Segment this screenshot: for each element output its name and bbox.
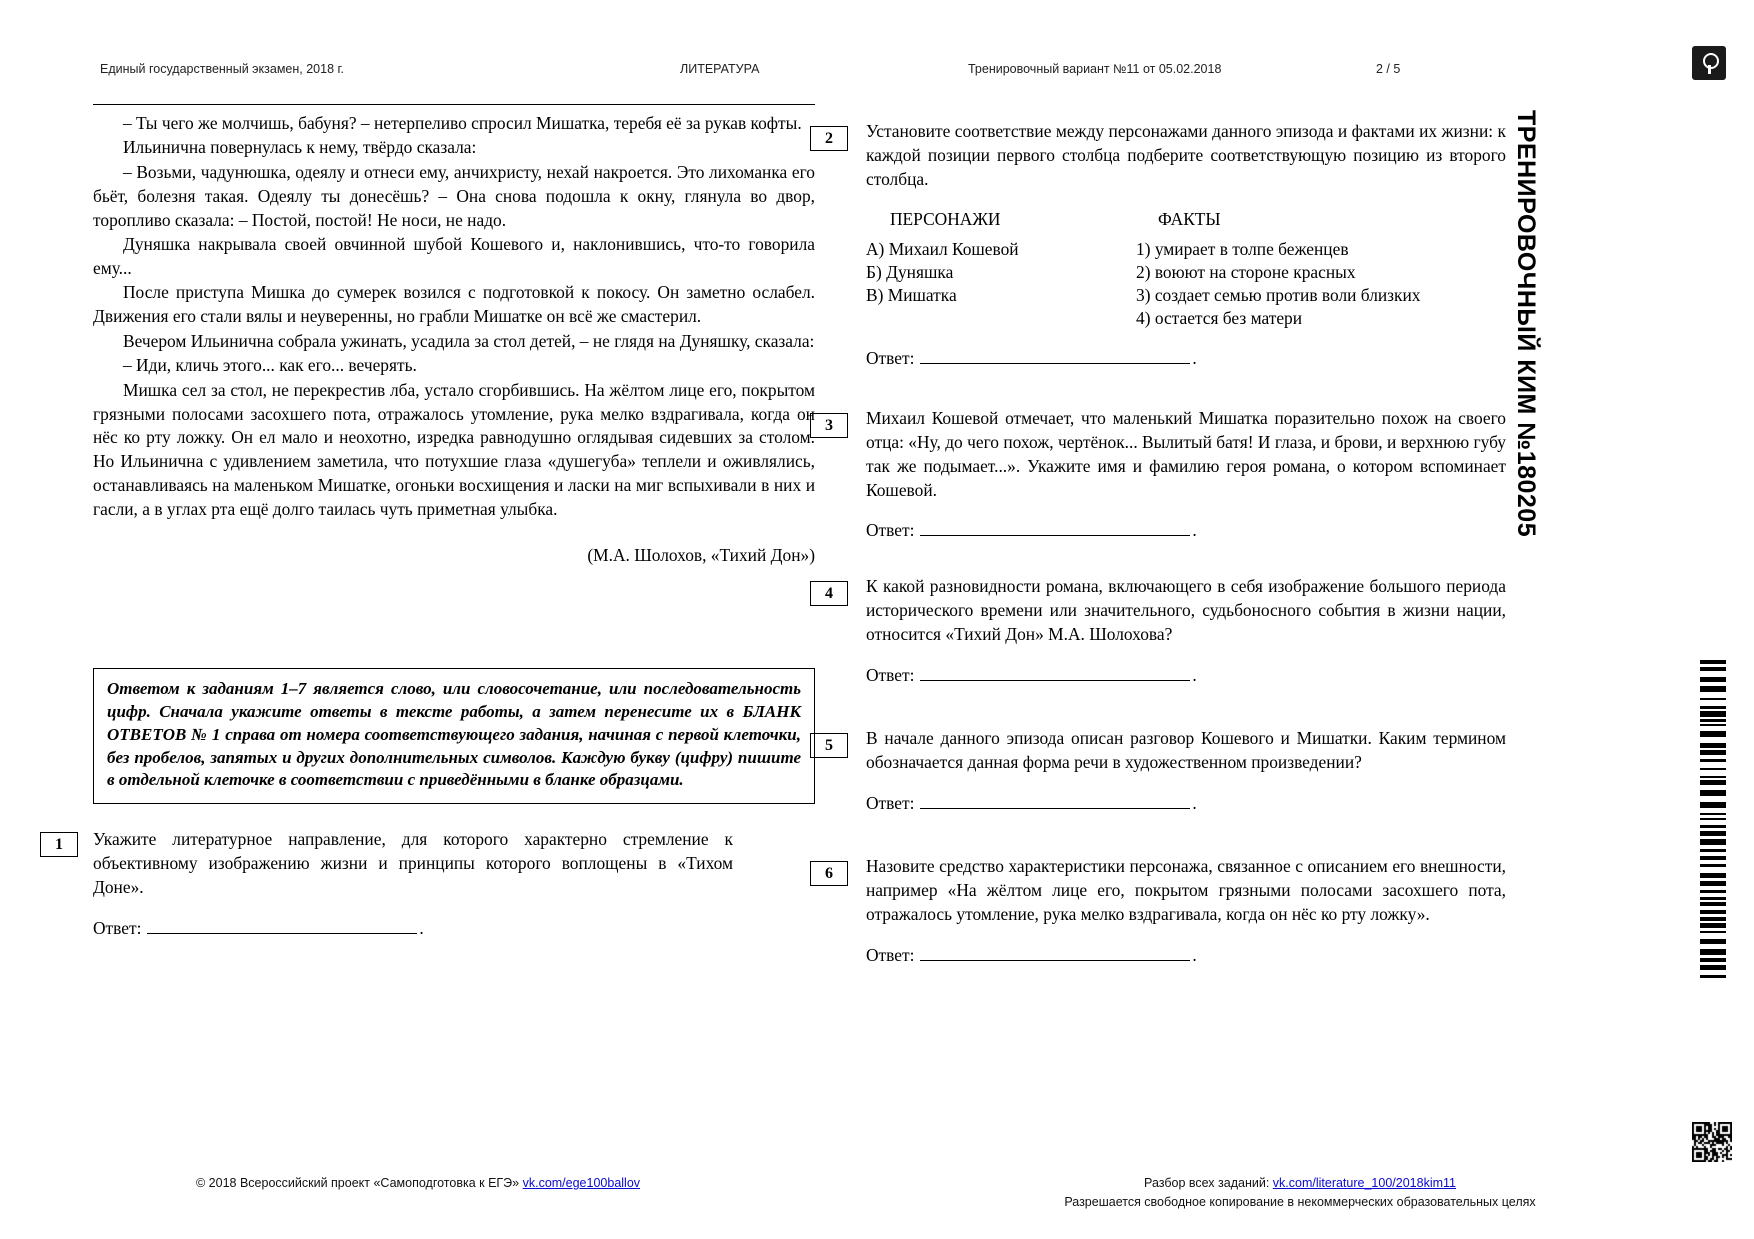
answer-blank[interactable]	[147, 919, 417, 934]
answer-line-1: Ответ: .	[93, 917, 424, 938]
matching-header-right: ФАКТЫ	[1158, 208, 1221, 229]
qr-code	[1692, 1122, 1732, 1162]
footer-right	[1020, 1174, 1580, 1212]
passage-attribution: (М.А. Шолохов, «Тихий Дон»)	[587, 545, 815, 566]
task-number-1: 1	[40, 832, 78, 857]
answer-label: Ответ:	[866, 944, 915, 965]
header-exam-title: Единый государственный экзамен, 2018 г.	[100, 62, 345, 76]
answer-line-5: Ответ: .	[866, 792, 1197, 813]
matching-left-item: В) Мишатка	[866, 285, 957, 306]
passage-paragraph: – Возьми, чадунюшка, одеялу и отнеси ему, анчихристу, нехай накроется. Это лихоманка его бьёт, болезня такая. Одеялу ты донесёшь? – Она снова подошла к окну, глянула во двор, торопливо сказала: – Постой, постой! Не носи, не надо.	[93, 161, 815, 230]
side-title: ТРЕНИРОВОЧНЫЙ КИМ №180205	[1512, 110, 1540, 538]
task-number-4: 4	[810, 581, 848, 606]
answer-label: Ответ:	[866, 348, 915, 369]
answer-blank[interactable]	[920, 946, 1190, 961]
task-5-text: В начале данного эпизода описан разговор Кошевого и Мишатки. Каким термином обозначается данная форма речи в художественном произведении?	[866, 728, 1506, 772]
answer-line-2: Ответ: .	[866, 348, 1197, 369]
task-2	[866, 120, 1506, 371]
task-number-2: 2	[810, 126, 848, 151]
answer-line-6: Ответ: .	[866, 944, 1197, 965]
answer-blank[interactable]	[920, 666, 1190, 681]
answer-label: Ответ:	[866, 664, 915, 685]
passage-paragraph: – Ты чего же молчишь, бабуня? – нетерпеливо спросил Мишатка, теребя её за рукав кофты.	[123, 113, 802, 133]
passage-paragraph: После приступа Мишка до сумерек возился с подготовкой к покосу. Он заметно ослабел. Движения его стали вялы и неуверенны, но грабли Мишатке он всё же смастерил.	[93, 282, 815, 327]
footer-license-note: Разрешается свободное копирование в некоммерческих образовательных целях	[1064, 1194, 1536, 1209]
task-6-text: Назовите средство характеристики персонажа, связанное с описанием его внешности, например «На жёлтом лице его, покрытом грязными полосами засохшего пота, отражалось утомление, рука мелко вздрагивала, когда он нёс ко рту ложку».	[866, 856, 1506, 924]
footer-solutions-label: Разбор всех заданий:	[1144, 1176, 1270, 1190]
header-subject: ЛИТЕРАТУРА	[680, 62, 760, 76]
header-divider	[93, 104, 815, 105]
task-1	[93, 828, 733, 940]
matching-right-item: 3) создает семью против воли близких	[1136, 285, 1421, 306]
task-5	[866, 727, 1506, 816]
passage-paragraph: Ильинична повернулась к нему, твёрдо сказала:	[123, 137, 477, 158]
footer-link-solutions[interactable]: vk.com/literature_100/2018kim11	[1272, 1176, 1456, 1190]
answer-label: Ответ:	[866, 792, 915, 813]
passage-text	[93, 112, 815, 568]
passage-paragraph: – Иди, кличь этого... как его... вечерять.	[123, 355, 417, 376]
task-4	[866, 575, 1506, 687]
footer-copyright: © 2018 Всероссийский проект «Самоподготовка к ЕГЭ»	[196, 1176, 520, 1190]
answer-blank[interactable]	[920, 521, 1190, 536]
answer-label: Ответ:	[93, 917, 142, 938]
matching-header-left: ПЕРСОНАЖИ	[890, 208, 1001, 229]
header-page-number: 2 / 5	[1376, 62, 1401, 76]
answer-blank[interactable]	[920, 794, 1190, 809]
footer-left	[196, 1176, 640, 1190]
matching-right-item: 1) умирает в толпе беженцев	[1136, 239, 1349, 260]
passage-paragraph: Дуняшка накрывала своей овчинной шубой Кошевого и, наклонившись, что-то говорила ему...	[93, 234, 815, 279]
answer-line-4: Ответ: .	[866, 664, 1197, 685]
task-1-text: Укажите литературное направление, для которого характерно стремление к объективному изображению жизни и принципы которого воплощены в «Тихом Доне».	[93, 829, 733, 897]
task-3	[866, 407, 1506, 543]
matching-table	[866, 208, 1506, 331]
brand-logo-icon	[1692, 46, 1726, 80]
barcode	[1700, 660, 1726, 980]
answer-label: Ответ:	[866, 520, 915, 541]
task-3-text: Михаил Кошевой отмечает, что маленький Мишатка поразительно похож на своего отца: «Ну, до чего похож, чертёнок... Вылитый батя! И глаза, и брови, и верхнюю губу так же подымает...». Укажите имя и фамилию героя романа, о котором вспоминает Кошевой.	[866, 408, 1506, 500]
task-number-6: 6	[810, 861, 848, 886]
instruction-box: Ответом к заданиям 1–7 является слово, или словосочетание, или последовательность цифр. Сначала укажите ответы в тексте работы, а затем перенесите их в БЛАНК ОТВЕТОВ № 1 справа от номера соответствующего задания, начиная с первой клеточки, без пробелов, запятых и других дополнительных символов. Каждую букву (цифру) пишите в отдельной клеточке в соответствии с приведёнными в бланке образцами.	[93, 668, 815, 804]
header-variant: Тренировочный вариант №11 от 05.02.2018	[968, 62, 1222, 76]
task-2-text: Установите соответствие между персонажами данного эпизода и фактами их жизни: к каждой позиции первого столбца подберите соответствующую позицию из второго столбца.	[866, 121, 1506, 189]
passage-paragraph: Мишка сел за стол, не перекрестив лба, устало сгорбившись. На жёлтом лице его, покрытом грязными полосами засохшего пота, отражалось утомление, рука мелко вздрагивала, когда он нёс ко рту ложку. Он ел мало и неохотно, изредка равнодушно оглядывая сидевших за столом. Но Ильинична с удивлением заметила, что потухшие глаза «душегуба» теплели и оживлялись, останавливаясь на маленьком Мишатке, огоньки восхищения и ласки на миг вспыхивали в них и гасли, а в углах рта ещё долго таилась чуть приметная улыбка.	[93, 379, 815, 520]
matching-left-item: Б) Дуняшка	[866, 262, 954, 283]
task-number-5: 5	[810, 733, 848, 758]
passage-paragraph: Вечером Ильинична собрала ужинать, усадила за стол детей, – не глядя на Дуняшку, сказала:	[123, 330, 815, 351]
answer-line-3: Ответ: .	[866, 520, 1197, 541]
footer-link-vk[interactable]: vk.com/ege100ballov	[522, 1176, 641, 1190]
task-6	[866, 855, 1506, 967]
matching-left-item: А) Михаил Кошевой	[866, 239, 1019, 260]
task-number-3: 3	[810, 413, 848, 438]
answer-blank[interactable]	[920, 349, 1190, 364]
matching-right-item: 2) воюют на стороне красных	[1136, 262, 1356, 283]
matching-right-item: 4) остается без матери	[1136, 308, 1303, 329]
task-4-text: К какой разновидности романа, включающего в себя изображение большого периода исторического времени или значительного, судьбоносного события в жизни нации, относится «Тихий Дон» М.А. Шолохова?	[866, 576, 1506, 644]
